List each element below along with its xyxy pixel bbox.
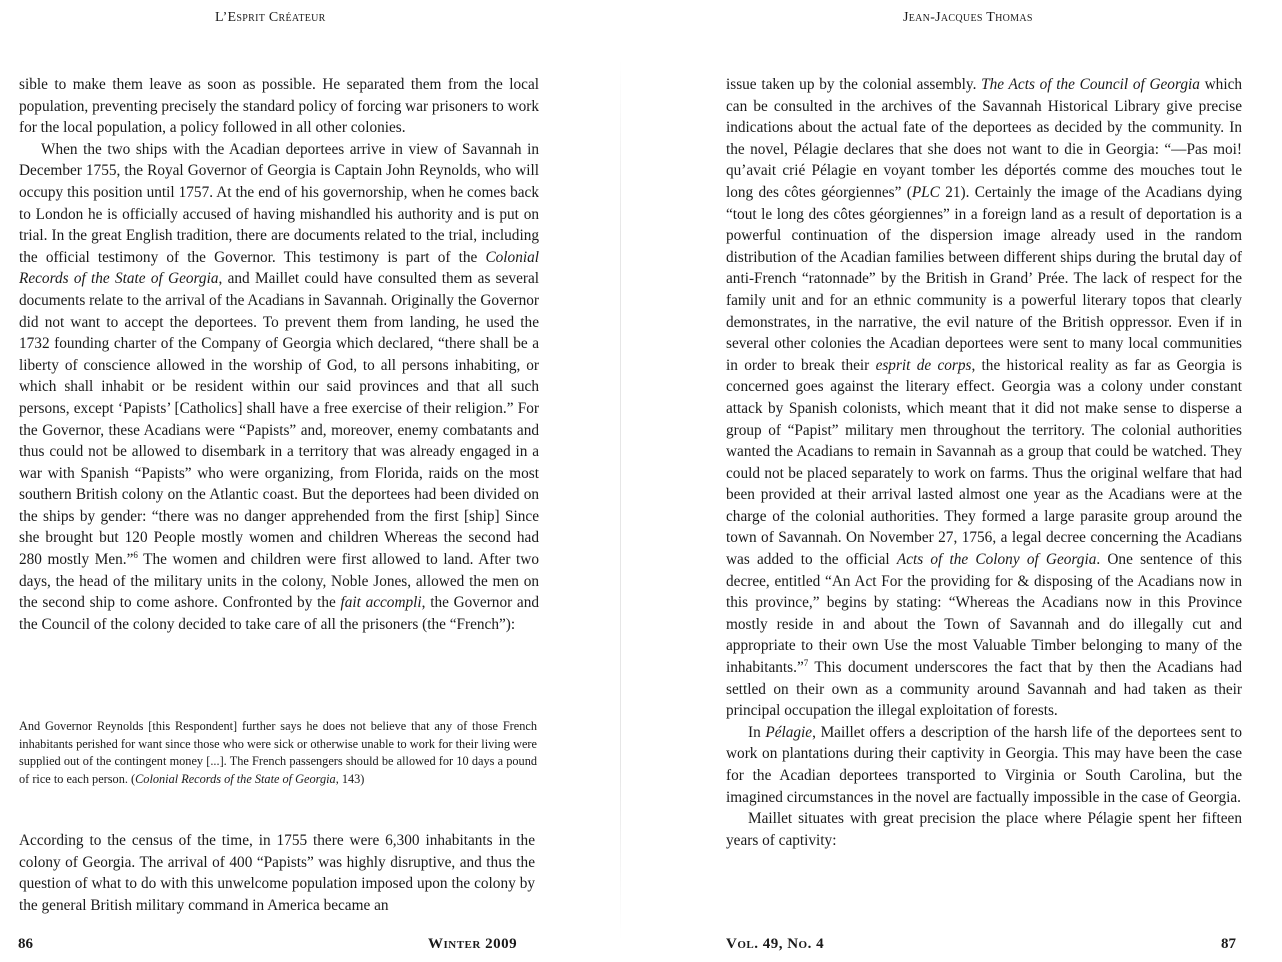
text-span: When the two ships with the Acadian deportees arrive in view of Savannah in December 1755, the Royal Governor of Georgia is Captain John Reynolds, who will occupy this position until 1757. At the end of his governorship, when he comes back to London he is officially accused of having mishandled his authority and is put on trial. In the great English tradition, there are documents related to the trial, including the official testimony of the Governor. This testimony is part of the xyxy=(19,140,539,266)
text-span: , the historical reality as far as Georgia is concerned goes against the literary effect. Georgia was a colony under constant attack by Spanish colonists, which meant that it did not make sense to disperse a group of “Papist” military men throughout the territory. The colonial authorities wanted the Acadians to remain in Savannah as a group that could be watched. They could not be placed separately to work on farms. Thus the original welfare that had been provided at their arrival lasted almost one year as the Acadians were at the charge of the colonial authorities. They formed a large parasite group around the town of Savannah. On November 27, 1756, a legal decree concerning the Acadians was added to the official xyxy=(726,356,1242,569)
text-span: Maillet situates with great precision the place where Pélagie spent her fifteen years of captivity: xyxy=(726,810,1242,849)
page-number: 87 xyxy=(1221,936,1236,952)
running-head-author: Jean-Jacques Thomas xyxy=(903,10,1033,25)
text-span: In xyxy=(748,723,766,741)
paragraph xyxy=(726,74,1242,722)
left-body-text xyxy=(19,74,539,635)
text-span: , and Maillet could have consulted them as several documents relate to the arrival of the Acadians in Savannah. Originally the Governor did not want to accept the deportees. To prevent them from landing, he used the 1732 founding charter of the Company of Georgia which declared, “there shall be a liberty of conscience allowed in the worship of God, to all persons inhabiting, or which shall inhabit or be resident within our said provinces and that all such persons, except ‘Papists’ [Catholics] shall have a free exercise of their religion.” For the Governor, these Acadians were “Papists” and, moreover, enemy combatants and thus could not be allowed to disembark in a territory that was already engaged in a war with Spanish “Papists” who were organizing, from Florida, raids on the most southern British colony on the Atlantic coast. But the deportees had been divided on the ships by gender: “there was no danger apprehended from the first [ship] Since she brought but 120 People mostly women and children Whereas the second had 280 mostly Men.” xyxy=(19,270,539,569)
page-number: 86 xyxy=(18,936,33,952)
text-span: 21). Certainly the image of the Acadians dying “tout le long des côtes géorgiennes” in a foreign land as a result of deportation is a powerful continuation of the dispersion image already used in the random distribution of the Acadian families between different ships during the brutal day of anti-French “ratonnade” by the British in Grand’ Prée. The lack of respect for the family unit and for an ethnic community is a powerful literary topos that clearly demonstrates, in the narrative, the evil nature of the British oppressor. Even if in several other colonies the Acadian deportees were sent to many local communities in order to break their xyxy=(726,183,1243,374)
text-span: This document underscores the fact that by then the Acadians had settled on their own as a community around Savannah and had taken as their principal occupation the illegal exploitation of forests. xyxy=(726,659,1242,720)
block-quote xyxy=(19,718,537,788)
running-head-journal: L’Esprit Créateur xyxy=(215,10,326,25)
right-body-text xyxy=(726,74,1242,851)
text-span: sible to make them leave as soon as possible. He separated them from the local population, preventing precisely the standard policy of forcing war prisoners to work for the local population, a policy followed in all other colonies. xyxy=(19,76,539,137)
italic-abbrev: PLC xyxy=(911,183,940,201)
italic-title: Acts of the Colony of Georgia xyxy=(896,551,1097,569)
paragraph xyxy=(19,139,539,636)
italic-title: Pélagie xyxy=(765,723,813,741)
italic-phrase: esprit de corps xyxy=(875,356,972,374)
issue-label: Winter 2009 xyxy=(428,936,518,952)
text-span: , the Governor and the Council of the colony decided to take care of all the prisoners (the “French”): xyxy=(19,594,539,633)
paragraph xyxy=(726,722,1242,808)
text-span: And Governor Reynolds [this Respondent] further says he does not believe that any of those French inhabitants perished for want since those who were sick or otherwise unable to work for their living were supplied out of the contingent money [...]. The French passengers should be allowed for 10 days a pound of rice to each person. ( xyxy=(19,719,537,786)
paragraph xyxy=(726,808,1242,851)
italic-phrase: fait accompli xyxy=(340,594,422,612)
text-span: , Maillet offers a description of the harsh life of the deportees sent to work on plantations during their captivity in Georgia. This may have been the case for the Acadian deportees transported to Virginia or South Carolina, but the imagined circumstances in the novel are factually impossible in the case of Georgia. xyxy=(726,723,1242,806)
italic-title: Colonial Records of the State of Georgia xyxy=(19,248,539,288)
footnote-marker: 6 xyxy=(133,549,138,560)
volume-label: Vol. 49, No. 4 xyxy=(726,936,825,952)
text-span: issue taken up by the colonial assembly. xyxy=(726,76,982,93)
paragraph-after-quote: According to the census of the time, in 1755 there were 6,300 inhabitants in the colony of Georgia. The arrival of 400 “Papists” was highly disruptive, and thus the question of what to do with this unwelcome population imposed upon the colony by the general British military command in America became an xyxy=(19,832,535,914)
paragraph xyxy=(19,74,539,139)
text-span: , 143) xyxy=(335,771,365,786)
text-span: which can be consulted in the archives of the Savannah Historical Library give precise indications about the actual fate of the deportees as decided by the community. In the novel, Pélagie declares that she does not want to die in Georgia: “—Pas moi! qu’avait crié Pélagie en voyant tomber les déportés comme des mouches tout le long des côtes géorgiennes” ( xyxy=(726,76,1243,201)
text-span: The women and children were first allowed to land. After two days, the head of the military units in the colony, Noble Jones, allowed the men on the second ship to come ashore. Confronted by the xyxy=(19,551,539,612)
italic-title: Colonial Records of the State of Georgia xyxy=(135,771,336,786)
text-span: . One sentence of this decree, entitled “An Act For the providing for & disposing of the Acadians now in this province,” begins by stating: “Whereas the Acadians now in this Province mostly reside in and about the Town of Savannah and do illegally cut and appropriate to their own Use the most Valuable Timber belonging to many of the inhabitants.” xyxy=(726,551,1243,677)
right-page xyxy=(641,0,1282,962)
footnote-marker: 7 xyxy=(803,657,809,668)
italic-title: The Acts of the Council of Georgia xyxy=(981,76,1200,93)
